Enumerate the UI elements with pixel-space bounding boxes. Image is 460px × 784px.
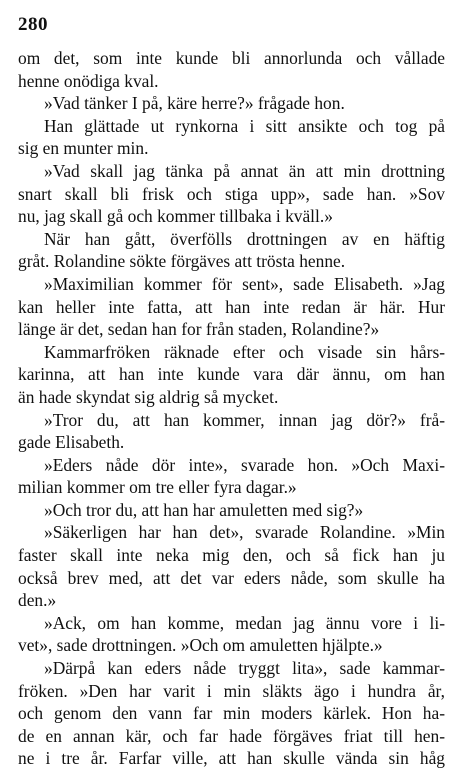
text-line: ne i tre år. Farfar ville, att han skulle vända sin håg: [18, 748, 445, 769]
text-line: När han gått, överfölls drottningen av en häftig: [44, 228, 445, 249]
text-line: »Säkerligen har han det», svarade Rolandine. »Min: [44, 522, 445, 543]
text-line: nu, jag skall gå och kommer tillbaka i kväll.»: [18, 206, 333, 227]
text-line: länge är det, sedan han for från staden, Rolandine?»: [18, 319, 380, 340]
text-line: än hade skyndat sig aldrig så mycket.: [18, 386, 279, 407]
text-line: »Vad skall jag tänka på annat än att min drottning: [44, 160, 445, 181]
text-line: henne onödiga kval.: [18, 70, 159, 91]
text-line: sig en munter min.: [18, 138, 149, 159]
text-line: och genom den vann far min moders kärlek. Hon ha-: [18, 703, 445, 724]
body-text: [18, 47, 445, 770]
text-line: de en annan kär, och far hade förgäves friat till hen-: [18, 725, 445, 746]
text-line: fröken. »Den har varit i min släkts ägo i hundra år,: [18, 680, 445, 701]
text-line: »Vad tänker I på, käre herre?» frågade hon.: [44, 93, 345, 114]
text-line: »Och tror du, att han har amuletten med sig?»: [44, 499, 364, 520]
text-line: vet», sade drottningen. »Och om amuletten hjälpte.»: [18, 635, 383, 656]
text-line: gade Elisabeth.: [18, 432, 125, 453]
text-line: den.»: [18, 590, 57, 611]
text-line: också brev med, att det var eders nåde, som skulle ha: [18, 567, 445, 588]
text-line: »Maximilian kommer för sent», sade Elisabeth. »Jag: [44, 273, 445, 294]
text-line: snart skall bli frisk och stiga upp», sade han. »Sov: [18, 183, 445, 204]
text-line: karinna, att han inte kunde vara där ännu, om han: [18, 364, 445, 385]
text-line: om det, som inte kunde bli annorlunda och vållade: [18, 48, 445, 68]
text-line: milian kommer om tre eller fyra dagar.»: [18, 477, 297, 498]
text-line: gråt. Rolandine sökte förgäves att trösta henne.: [18, 251, 346, 272]
text-line: faster skall inte neka mig den, och så fick han ju: [18, 545, 445, 566]
text-line: Han glättade ut rynkorna i sitt ansikte och tog på: [44, 115, 445, 136]
page-number: 280: [18, 14, 48, 35]
text-line: »Tror du, att han kommer, innan jag dör?» frå-: [44, 409, 445, 430]
text-line: »Eders nåde dör inte», svarade hon. »Och Maxi-: [44, 454, 445, 475]
text-line: »Ack, om han komme, medan jag ännu vore i li-: [44, 612, 445, 633]
text-line: Kammarfröken räknade efter och visade sin hårs-: [44, 341, 445, 362]
text-line: kan heller inte fatta, att han inte redan är här. Hur: [18, 296, 445, 317]
text-line: »Därpå kan eders nåde tryggt lita», sade kammar-: [44, 658, 445, 679]
